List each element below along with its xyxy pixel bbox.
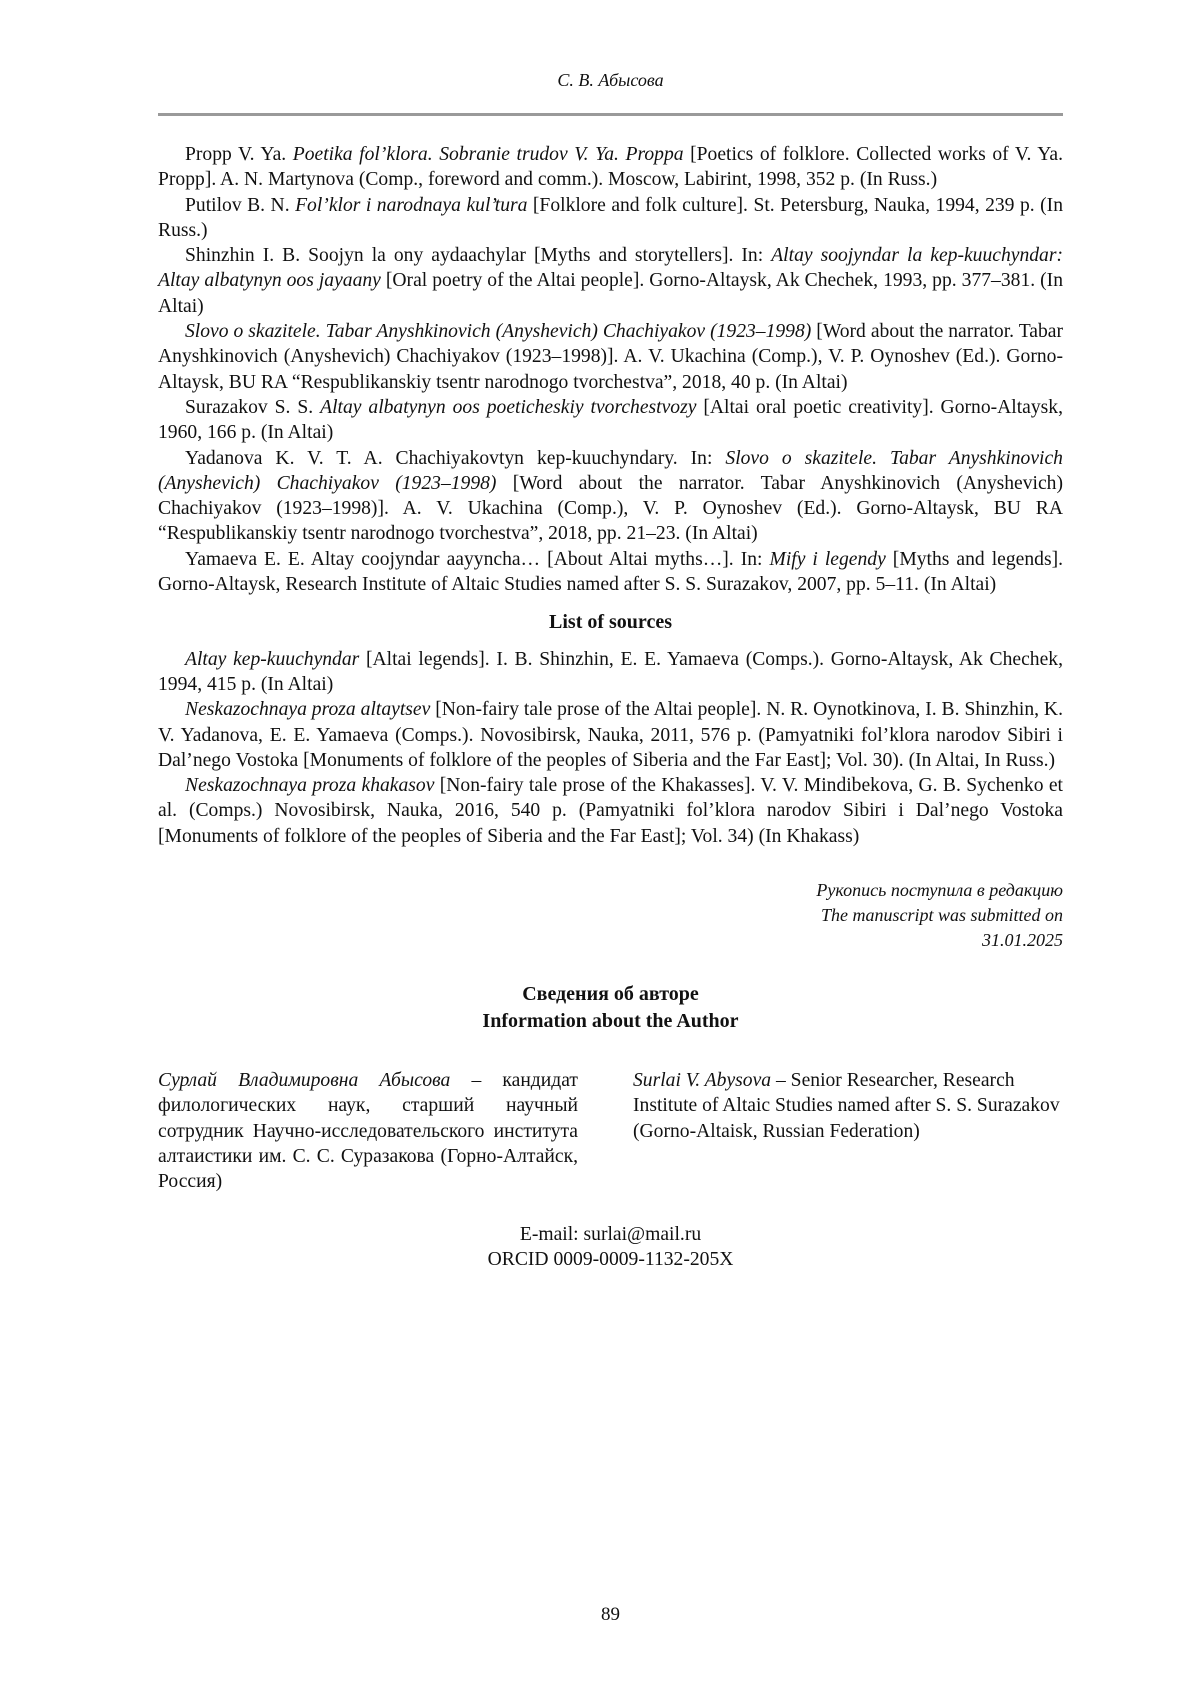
reference-entry <box>158 395 1063 446</box>
author-info-title-en: Information about the Author <box>482 1010 739 1033</box>
citation-text: [Myths and legends]. Gorno-Altaysk, Research Institute of Altaic Studies named after S. S. Surazakov, 2007, pp. 5–11. (In Altai) <box>158 548 1063 596</box>
author-name-en: Surlai V. Abysova <box>633 1070 772 1092</box>
submission-date: 31.01.2025 <box>982 930 1063 951</box>
citation-text: Yamaeva E. E. Altay coojyndar aayyncha… [About Altai myths…]. In: <box>185 548 770 570</box>
author-description-en: – Senior Researcher, Research Institute of Altaic Studies named after S. S. Surazakov (Gorno-Altaisk, Russian Federation) <box>633 1070 1060 1142</box>
author-email[interactable]: E-mail: surlai@mail.ru <box>519 1223 702 1245</box>
citation-text: [Oral poetry of the Altai people]. Gorno-Altaysk, Ak Chechek, 1993, pp. 377–381. (In Altai) <box>158 270 1063 317</box>
running-head: С. В. Абысова <box>557 70 664 90</box>
citation-text: Shinzhin I. B. Soojyn la ony aydaachylar [Myths and storytellers]. In: <box>185 245 772 267</box>
reference-entry <box>158 547 1063 598</box>
source-entry <box>158 697 1063 773</box>
author-info-en <box>633 1068 1063 1194</box>
author-columns <box>158 1068 1063 1194</box>
citation-text: Surazakov S. S. <box>185 396 321 418</box>
citation-text: [Altai oral poetic creativity]. Gorno-Altaysk, 1960, 166 p. (In Altai) <box>158 396 1064 444</box>
italic-title: Altay albatynyn oos poeticheskiy tvorchestvozy <box>320 396 697 418</box>
italic-title: Altay kep-kuuchyndar <box>185 648 360 670</box>
italic-title: Mify i legendy <box>769 548 886 570</box>
italic-title: Slovo o skazitele. Tabar Anyshkinovich (Anyshevich) Chachiyakov (1923–1998) <box>158 447 1063 494</box>
author-name-ru: Сурлай Владимировна Абысова <box>158 1070 451 1092</box>
reference-entry <box>158 446 1063 547</box>
page-number: 89 <box>601 1604 620 1625</box>
author-contacts <box>158 1222 1063 1273</box>
author-description-ru: – кандидат филологических наук, старший научный сотрудник Научно-исследовательского института алтаистики им. С. С. Суразакова (Горно-Алтайск, Россия) <box>158 1070 578 1193</box>
sources-list <box>158 647 1063 849</box>
submission-note-en: The manuscript was submitted on <box>820 905 1063 926</box>
italic-title: Neskazochnaya proza altaytsev <box>185 699 431 721</box>
author-info-ru <box>158 1068 578 1194</box>
citation-text: [Poetics of folklore. Collected works of V. Ya. Propp]. A. N. Martynova (Comp., foreword and comm.). Moscow, Labirint, 1998, 352 p. (In Russ.) <box>158 144 1063 191</box>
sources-title: List of sources <box>549 611 672 634</box>
italic-title: Altay soojyndar la kep-kuuchyndar: Altay albatynyn oos jayaany <box>158 245 1064 292</box>
reference-entry <box>158 243 1063 319</box>
header-rule <box>158 113 1063 116</box>
page-content <box>158 142 1063 1272</box>
author-info-title-ru: Сведения об авторе <box>522 983 699 1006</box>
citation-text: [Word about the narrator. Tabar Anyshkinovich (Anyshevich) Chachiyakov (1923–1998)]. A. V. Ukachina (Comp.), V. P. Oynoshev (Ed.). Gorno-Altaysk, BU RA “Respublikanskiy tsentr narodnogo tvorchestva”, 2018, 40 p. (In Altai) <box>158 321 1064 393</box>
source-entry <box>158 647 1063 698</box>
citation-text: Propp V. Ya. <box>185 144 293 165</box>
citation-text: [Word about the narrator. Tabar Anyshkinovich (Anyshevich) Chachiyakov (1923–1998)]. A. V. Ukachina (Comp.), V. P. Oynoshev (Ed.). Gorno-Altaysk, BU RA “Respublikanskiy tsentr narodnogo tvorchestva”, 2018, pp. 21–23. (In Altai) <box>158 472 1063 545</box>
source-entry <box>158 773 1063 849</box>
citation-text: Putilov B. N. <box>185 194 296 216</box>
references-list <box>158 142 1063 597</box>
citation-text: [Non-fairy tale prose of the Khakasses]. V. V. Mindibekova, G. B. Sychenko et al. (Comps.) Novosibirsk, Nauka, 2016, 540 p. (Pamyatniki fol’klora narodov Sibiri i Dal’nego Vostoka [Monuments of folklore of the peoples of Siberia and the Far East]; Vol. 34) (In Khakass) <box>158 775 1063 847</box>
italic-title: Neskazochnaya proza khakasov <box>185 775 435 797</box>
citation-text: Yadanova K. V. T. A. Chachiyakovtyn kep-kuuchyndary. In: <box>185 447 726 469</box>
submission-note-ru: Рукопись поступила в редакцию <box>816 880 1063 901</box>
italic-title: Slovo o skazitele. Tabar Anyshkinovich (Anyshevich) Chachiyakov (1923–1998) <box>185 321 812 343</box>
italic-title: Poetika fol’klora. Sobranie trudov V. Ya. Proppa <box>292 144 684 165</box>
author-info-heading <box>158 981 1063 1035</box>
citation-text: [Non-fairy tale prose of the Altai people]. N. R. Oynotkinova, I. B. Shinzhin, K. V. Yadanova, E. E. Yamaeva (Comps.). Novosibirsk, Nauka, 2011, 576 p. (Pamyatniki fol’klora narodov Sibiri i Dal’nego Vostoka [Monuments of folklore of the peoples of Siberia and the Far East]; Vol. 30). (In Altai, In Russ.) <box>158 699 1063 771</box>
italic-title: Fol’klor i narodnaya kul’tura <box>295 194 528 216</box>
citation-text: [Folklore and folk culture]. St. Petersburg, Nauka, 1994, 239 p. (In Russ.) <box>158 194 1063 241</box>
reference-entry <box>158 319 1063 395</box>
submission-note <box>158 878 1063 953</box>
citation-text: [Altai legends]. I. B. Shinzhin, E. E. Yamaeva (Comps.). Gorno-Altaysk, Ak Chechek, 1994, 415 p. (In Altai) <box>158 648 1063 695</box>
author-orcid: ORCID 0009-0009-1132-205X <box>487 1248 734 1270</box>
reference-entry <box>158 193 1063 244</box>
reference-entry <box>158 142 1063 193</box>
